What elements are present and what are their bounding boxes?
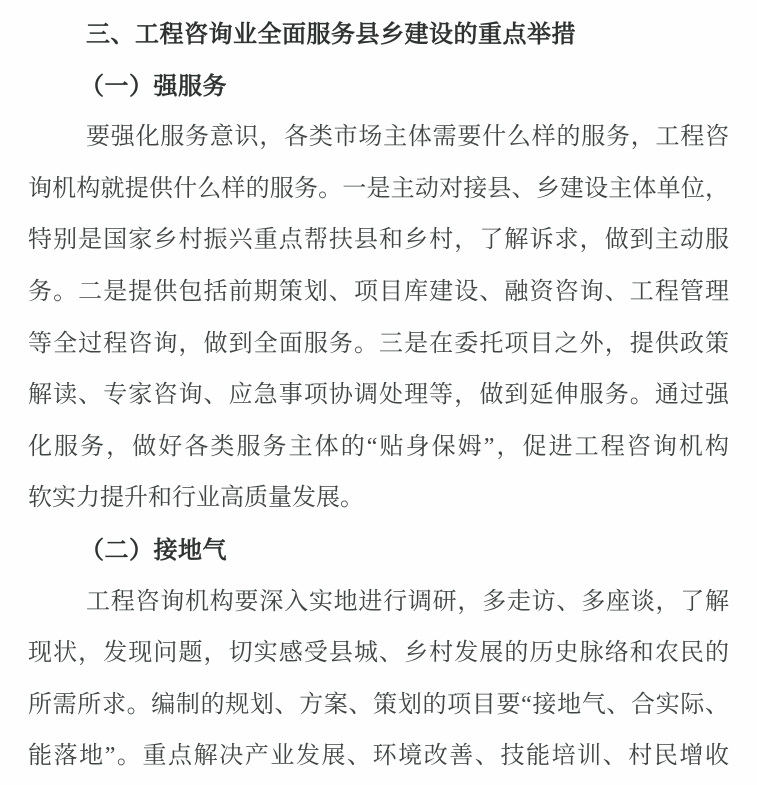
text-line: 务。二是提供包括前期策划、项目库建设、融资咨询、工程管理 — [28, 278, 729, 305]
text-line: 软实力提升和行业高质量发展。 — [28, 485, 364, 512]
text-line: 现状，发现问题，切实感受县城、乡村发展的历史脉络和农民的 — [28, 640, 729, 667]
text-line: 工程咨询机构要深入实地进行调研，多走访、多座谈，了解 — [86, 588, 729, 615]
text-line: 要强化服务意识，各类市场主体需要什么样的服务，工程咨 — [86, 124, 729, 151]
text-line: 化服务，做好各类服务主体的“贴身保姆”，促进工程咨询机构 — [28, 433, 729, 460]
text-line: 所需所求。编制的规划、方案、策划的项目要“接地气、合实际、 — [28, 691, 729, 718]
section-2-heading: （二）接地气 — [80, 536, 227, 564]
document-title: 三、工程咨询业全面服务县乡建设的重点举措 — [86, 21, 576, 48]
section-grounded — [28, 525, 729, 783]
section-2-paragraph — [28, 577, 729, 783]
text-line: 解读、专家咨询、应急事项协调处理等，做到延伸服务。通过强 — [28, 382, 729, 409]
text-line: 等全过程咨询，做到全面服务。三是在委托项目之外，提供政策 — [28, 330, 729, 357]
section-strong-service — [28, 61, 729, 525]
text-line: 询机构就提供什么样的服务。一是主动对接县、乡建设主体单位， — [28, 175, 729, 202]
text-line: 能落地”。重点解决产业发展、环境改善、技能培训、村民增收 — [28, 743, 729, 770]
text-line: 特别是国家乡村振兴重点帮扶县和乡村，了解诉求，做到主动服 — [28, 227, 729, 254]
section-1-heading: （一）强服务 — [80, 72, 227, 100]
section-1-paragraph — [28, 112, 729, 525]
